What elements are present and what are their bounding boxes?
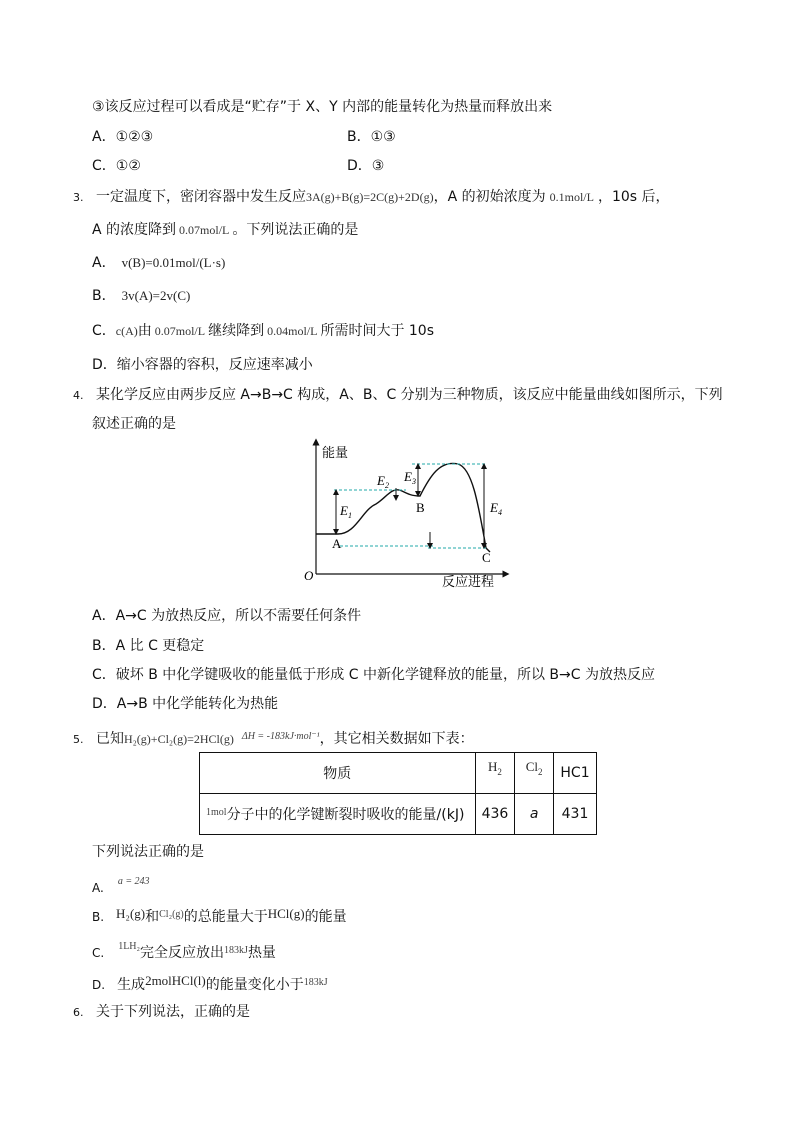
q4-stem-line1: 某化学反应由两步反应 A→B→C 构成，A、B、C 分别为三种物质，该反应中能量曲线如图所示，下列 xyxy=(95,387,723,403)
origin-label: O xyxy=(304,568,314,583)
q5-option-b-text3: 的能量 xyxy=(304,909,347,925)
q5-option-d-text1: 生成 xyxy=(117,977,146,993)
q5-delta-h: ΔH = -183kJ·mol⁻¹ xyxy=(241,731,320,742)
q3-option-c-text3: 所需时间大于 10s xyxy=(320,323,435,339)
q5-option-d-prefix: D. xyxy=(92,978,106,992)
q3-option-b xyxy=(92,287,190,305)
q5-option-c-math1: 1LH₂ xyxy=(118,941,141,952)
header-h2: $H_2$ xyxy=(475,753,515,794)
q3-option-b-prefix: B． xyxy=(92,288,116,304)
q4-option-c: C．破坏 B 中化学键吸收的能量低于形成 C 中新化学键释放的能量，所以 B→C 为放热反应 xyxy=(92,667,655,683)
q5-stem-pre: 已知 xyxy=(95,731,124,747)
row-label: $^{1mol}$分子中的化学键断裂时吸收的能量/(kJ) xyxy=(200,794,476,835)
q5-option-b-text2: 的总能量大于 xyxy=(183,909,268,925)
header-hcl: HC1 xyxy=(554,753,597,794)
q5-option-b-math3: HCl(g) xyxy=(267,906,305,921)
e2-label: $E_2$ xyxy=(377,473,389,490)
q2-option-d: D．③ xyxy=(347,158,385,174)
q3-initial-concentration: 0.1mol/L xyxy=(549,190,594,204)
bond-energy-table xyxy=(199,752,597,835)
table-row xyxy=(200,794,597,835)
q5-reaction-equation: H₂(g)+Cl₂(g)=2HCl(g) xyxy=(123,732,234,746)
energy-profile-diagram xyxy=(300,436,510,592)
q3-option-c-math1: c(A) xyxy=(115,324,138,338)
q5-stem-post: ，其它相关数据如下表： xyxy=(319,731,474,747)
q3-number: 3. xyxy=(73,191,84,204)
q5-option-b-math1: H₂(g) xyxy=(116,906,146,921)
q5-option-c-text2: 热量 xyxy=(247,945,276,961)
y-axis-label: 能量 xyxy=(322,445,349,460)
q6-number: 6. xyxy=(73,1006,84,1019)
q3-option-d: D．缩小容器的容积，反应速率减小 xyxy=(92,357,313,373)
q3-stem xyxy=(73,188,670,207)
e4-label: $E_4$ xyxy=(490,500,502,517)
value-hcl: 431 xyxy=(554,794,597,835)
q5-option-a-math: a = 243 xyxy=(117,876,150,887)
q5-option-c-text1: 完全反应放出 xyxy=(140,945,225,961)
q2-option-b: B．①③ xyxy=(347,129,396,145)
q4-stem xyxy=(73,386,723,405)
q5-ask: 下列说法正确的是 xyxy=(92,844,204,860)
q3-option-a-prefix: A． xyxy=(92,255,116,271)
q3-stem-pre: 一定温度下，密闭容器中发生反应 xyxy=(95,189,306,205)
value-h2: 436 xyxy=(475,794,515,835)
q5-option-c-math2: 183kJ xyxy=(224,945,248,956)
q3-option-b-math: 3v(A)=2v(C) xyxy=(121,288,191,303)
q5-option-b-math2: Cl₂(g) xyxy=(159,909,184,920)
q4-option-d: D．A→B 中化学能转化为热能 xyxy=(92,696,279,712)
q3-concentration-after: 0.07mol/L xyxy=(179,223,230,237)
q3-option-a-math: v(B)=0.01mol/(L·s) xyxy=(121,255,226,270)
q3-stem-mid: ，A 的初始浓度为 xyxy=(433,189,546,205)
q6-stem-text: 关于下列说法，正确的是 xyxy=(95,1004,250,1020)
point-b-label: B xyxy=(416,500,425,515)
value-cl2: a xyxy=(515,794,554,835)
q5-option-a-prefix: A. xyxy=(92,881,104,895)
q4-option-a: A．A→C 为放热反应，所以不需要任何条件 xyxy=(92,608,362,624)
q5-option-a xyxy=(92,873,150,897)
q3-option-c-text1: 由 xyxy=(137,323,152,339)
q5-option-b xyxy=(92,905,347,926)
q3-reaction-equation: 3A(g)+B(g)=2C(g)+2D(g) xyxy=(305,190,434,204)
q5-option-b-text1: 和 xyxy=(145,909,160,925)
q5-option-d xyxy=(92,972,328,994)
q3-line2-post: 。下列说法正确的是 xyxy=(232,222,359,238)
q5-option-d-math1: 2molHCl(l) xyxy=(145,973,206,988)
q3-stem-line2 xyxy=(92,221,358,239)
q4-option-b: B．A 比 C 更稳定 xyxy=(92,638,205,654)
q2-option-c: C．①② xyxy=(92,158,141,174)
q4-number: 4. xyxy=(73,389,84,402)
q4-stem-line2: 叙述正确的是 xyxy=(92,416,176,432)
table-header-row xyxy=(200,753,597,794)
header-cl2: $Cl_2$ xyxy=(515,753,554,794)
q3-line2-pre: A 的浓度降到 xyxy=(92,222,177,238)
q3-option-c-math2: 0.07mol/L xyxy=(154,324,206,338)
q3-stem-post: ，10s 后， xyxy=(597,189,670,205)
q3-option-c-text2: 继续降到 xyxy=(208,323,265,339)
point-c-label: C xyxy=(482,550,491,565)
q3-option-a xyxy=(92,254,225,272)
q5-option-b-prefix: B. xyxy=(92,910,105,924)
header-substance: 物质 xyxy=(200,753,476,794)
q5-option-c-prefix: C. xyxy=(92,946,105,960)
e1-label: $E_1$ xyxy=(340,503,352,520)
q6-stem xyxy=(73,1003,250,1022)
q5-option-d-text2: 的能量变化小于 xyxy=(205,977,304,993)
q2-statement-3: ③该反应过程可以看成是“贮存”于 X、Y 内部的能量转化为热量而释放出来 xyxy=(92,99,553,115)
point-a-label: A xyxy=(332,536,342,551)
q5-option-d-math2: 183kJ xyxy=(303,977,328,988)
q3-option-c-math3: 0.04mol/L xyxy=(267,324,318,338)
q5-number: 5. xyxy=(73,733,84,746)
q5-stem xyxy=(73,728,474,749)
q5-option-c xyxy=(92,938,276,962)
x-axis-label: 反应进程 xyxy=(442,574,495,589)
e3-label: $E_3$ xyxy=(404,469,416,486)
q3-option-c-prefix: C． xyxy=(92,323,116,339)
q3-option-c xyxy=(92,322,434,340)
q2-option-a: A．①②③ xyxy=(92,129,154,145)
